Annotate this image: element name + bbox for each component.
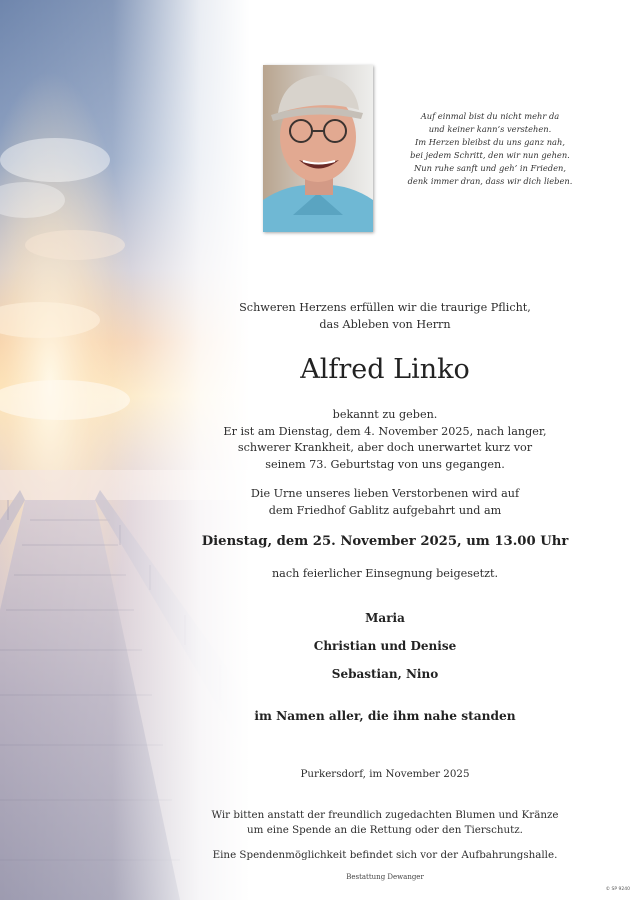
intro-text [200, 300, 570, 333]
urn-line: Die Urne unseres lieben Verstorbenen wird auf [250, 487, 520, 500]
undertaker-name: Bestattung Dewanger [346, 873, 424, 881]
poem-line: und keiner kann’s verstehen. [428, 124, 552, 134]
mourner-name: Maria [365, 611, 405, 625]
donation-request [200, 808, 570, 838]
portrait-photo [263, 65, 373, 232]
donation-note: Eine Spendenmöglichkeit befindet sich vor der Aufbahrungshalle. [212, 849, 558, 861]
poem-line: Auf einmal bist du nicht mehr da [420, 111, 560, 121]
mourner-name: Christian und Denise [313, 639, 457, 653]
urn-text [200, 486, 570, 519]
announcement-line: seinem 73. Geburtstag von uns gegangen. [265, 457, 505, 471]
place-date: Purkersdorf, im November 2025 [300, 768, 470, 780]
closing-line: im Namen aller, die ihm nahe standen [254, 709, 516, 723]
request-line: um eine Spende an die Rettung oder den Tierschutz. [247, 824, 523, 836]
poem-line: Im Herzen bleibst du uns ganz nah, [415, 137, 565, 147]
poem-line: bei jedem Schritt, den wir nun gehen. [410, 150, 570, 160]
burial-date: Dienstag, dem 25. November 2025, um 13.00 Uhr [201, 534, 569, 549]
print-code: © SP 9240 [605, 887, 630, 892]
blessing-text: nach feierlicher Einsegnung beigesetzt. [271, 567, 499, 580]
deceased-name: Alfred Linko [300, 354, 470, 385]
announcement-line: bekannt zu geben. [332, 408, 438, 421]
poem-line: Nun ruhe sanft und geh’ in Frieden, [414, 163, 566, 173]
memorial-poem [395, 110, 585, 188]
announcement-line: schwerer Krankheit, aber doch unerwartet kurz vor [237, 441, 533, 454]
urn-line: dem Friedhof Gablitz aufgebahrt und am [268, 503, 502, 517]
poem-line: denk immer dran, dass wir dich lieben. [407, 176, 573, 186]
request-line: Wir bitten anstatt der freundlich zugedachten Blumen und Kränze [211, 809, 559, 821]
mourner-name: Sebastian, Nino [331, 667, 439, 681]
announcement-line: Er ist am Dienstag, dem 4. November 2025, nach langer, [223, 424, 547, 438]
announcement-text [200, 407, 570, 473]
intro-line: das Ableben von Herrn [319, 317, 451, 331]
intro-line: Schweren Herzens erfüllen wir die traurige Pflicht, [239, 301, 531, 314]
